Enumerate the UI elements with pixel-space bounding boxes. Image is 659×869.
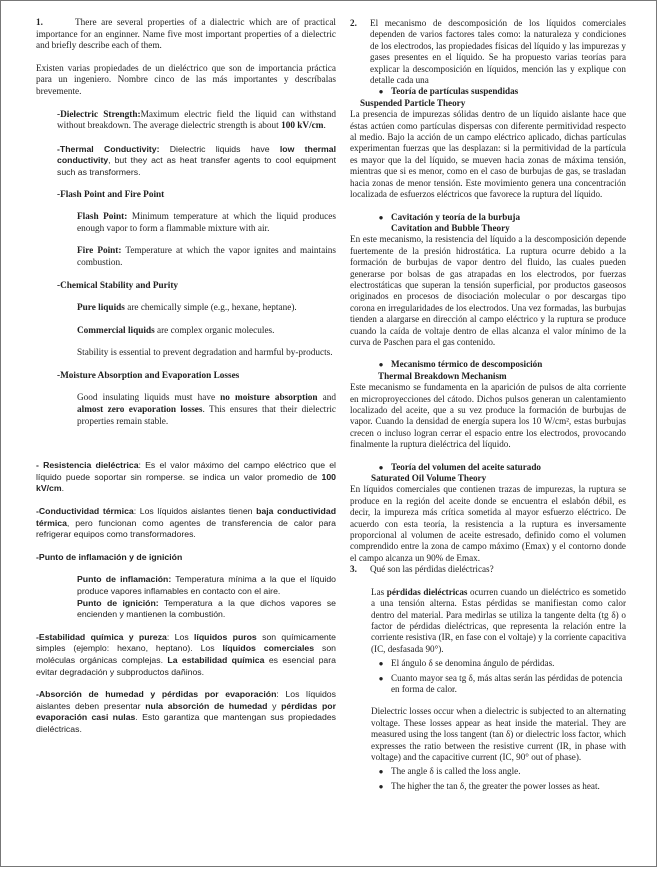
item-ignicion: [77, 598, 336, 621]
item-text: Temperatura a la que dichos vapores se encienden y mantienen la combustión.: [77, 597, 336, 620]
item-label: -Conductividad térmica: [36, 506, 134, 517]
item-label: -Thermal Conductivity:: [57, 143, 160, 154]
item-stability: Stability is essential to prevent degradation and harmful by-products.: [77, 348, 333, 359]
bullet-icon: ●: [378, 87, 384, 97]
item-thermal-conductivity: [57, 144, 336, 179]
section-title-es: Teoría de partículas suspendidas: [391, 86, 519, 97]
item-estabilidad: [36, 632, 336, 678]
bullet-icon: ●: [378, 767, 384, 777]
list-item-text: El ángulo δ se denomina ángulo de pérdidas.: [391, 658, 555, 669]
left-column: [36, 18, 336, 736]
item-text: Dielectric liquids have: [159, 143, 280, 154]
list-item-text: The angle δ is called the loss angle.: [391, 766, 521, 777]
answer-3-spanish: [371, 587, 626, 655]
bullet-icon: ●: [378, 781, 384, 791]
item-conductividad: [36, 506, 336, 541]
item-label: - Resistencia dieléctrica: [36, 460, 139, 471]
item-bold: baja conductividad térmica: [36, 506, 337, 528]
item-text: es esencial para evitar degradación y subproductos dañinos.: [36, 654, 336, 677]
item-fire-point: [77, 246, 336, 269]
item-text: and: [317, 393, 336, 404]
item-label: Punto de inflamación:: [77, 574, 172, 585]
section-title-es: Teoría del volumen del aceite saturado: [391, 461, 541, 472]
question-1: [36, 18, 336, 53]
question-1-text: There are several properties of a dialectric which are of practical importance for an enginner. Name five most important properties of a dielectric and briefly describe each of them.: [36, 18, 336, 52]
item-bold: nula absorción de humedad: [145, 700, 268, 711]
item-pure-liquids: [77, 303, 336, 315]
section-body: En este mecanismo, la resistencia del líquido a la descomposición depende fuertemente de la presión hidrostática. La ruptura ocurre debido a la formación de burbujas de vapor dentro del fluido, las cuales pueden generarse por bolsas de gas atrapadas en los electrodos, por fuerzas electrostáticas que superan la tensión superficial, por productos gaseosos originados en procesos de disociación molecular o por descargas tipo corona en irregularidades de los electrodos. Una vez formadas, las burbujas tienden a alargarse en dirección al campo eléctrico y la ruptura se produce cuando la caída de voltaje dentro de ellas alcanza el valor mínimo de la curva de Paschen para el gas contenido.: [350, 234, 626, 347]
section-title-es: Cavitación y teoría de la burbuja: [391, 211, 521, 222]
item-text: . Esto garantiza que mantengan sus propiedades dieléctricas.: [36, 712, 336, 734]
item-text: are chemically simple (e.g., hexane, heptane).: [124, 303, 297, 314]
question-2-number: 2.: [350, 18, 357, 28]
item-inflamacion: [77, 574, 336, 597]
item-value: 100 kV/cm: [281, 121, 324, 132]
list-item: [371, 658, 626, 669]
item-text: Maximum electric field the liquid can withstand without breakdown. The average dielectric strength is about: [57, 109, 336, 132]
heading-punto: -Punto de inflamación y de ignición: [36, 551, 183, 562]
section-title-row: [371, 462, 626, 473]
item-label: -Dielectric Strength:: [57, 109, 141, 120]
item-text: son moléculas orgánicas complejas.: [36, 643, 336, 665]
question-3: [350, 564, 626, 575]
answer-text: ocurren cuando un dieléctrico es sometido a una tensión alterna. Estas pérdidas se manifiestan como calor dentro del material. Para medirlas se utiliza la tangente delta (tg δ) o factor de pérdidas dieléctricas, que representa la relación entre la corriente resistiva (IR, en fase con el voltaje) y la corriente capacitiva (IC, desfasada 90°).: [371, 586, 626, 654]
item-value: 100 kV/cm: [36, 471, 336, 494]
item-text: : Es el valor máximo del campo eléctrico que el líquido puede soportar sin romperse. se indica un valor promedio de: [36, 460, 336, 482]
item-absorcion: [36, 689, 336, 735]
heading-chemical-stability: -Chemical Stability and Purity: [57, 280, 179, 291]
section-body: La presencia de impurezas sólidas dentro de un líquido aislante hace que éstas actúen como partículas dispersas con diferente permitividad respecto al medio. Bajo la acción de un campo eléctrico aplicado, dichas partículas experimentan fuerzas que las desplazan: si la permitividad de la partícula es mayor que la del líquido, se mueven hacia zonas de máxima tensión, mientras que si es menor, como en el caso de burbujas de gas, se trasladan hacia zonas de menor tensión. Este movimiento genera una concentración localizada de esfuerzos eléctricos que favorece la ruptura del líquido.: [350, 109, 626, 200]
item-commercial-liquids: [77, 326, 336, 338]
section-title-row: [371, 212, 626, 223]
section-cavitation-bubble: [350, 212, 626, 349]
item-text: .: [61, 483, 65, 494]
item-text: Temperature at which the vapor ignites and maintains combustion.: [77, 246, 336, 268]
item-label: -Absorción de humedad y pérdidas por evaporación: [36, 689, 277, 700]
item-text: y: [267, 700, 282, 711]
list-item: [371, 781, 626, 792]
item-bold: La estabilidad química: [167, 654, 265, 665]
item-resistencia: [36, 460, 336, 495]
section-thermal-breakdown: [350, 359, 626, 450]
item-label: Punto de ignición:: [77, 597, 159, 608]
item-bold: low thermal conductivity: [57, 143, 336, 166]
item-label: -Estabilidad química y pureza: [36, 631, 167, 642]
answer-3-english: Dielectric losses occur when a dielectric is subjected to an alternating voltage. These losses appear as heat inside the material. They are measured using the loss tangent (tan δ) or dielectric loss factor, which expresses the ratio between the resistive current (IR, in phase with voltage) and the capacitive current (IC, 90° out of phase).: [371, 706, 626, 762]
list-item-text: The higher the tan δ, the greater the power losses as heat.: [391, 780, 600, 791]
item-bold: líquidos comerciales: [222, 643, 315, 654]
section-saturated-oil: [350, 462, 626, 565]
item-text: . This ensures that their dielectric properties remain stable.: [77, 405, 336, 427]
bullet-icon: ●: [378, 673, 384, 683]
item-label: Flash Point:: [77, 212, 128, 223]
item-text: Temperatura mínima a la que el líquido produce vapores inflamables en contacto con el aire.: [77, 574, 337, 596]
section-title-es: Mecanismo térmico de descomposición: [391, 359, 543, 370]
item-text: .: [323, 121, 326, 132]
question-1-number: 1.: [36, 18, 43, 28]
item-text: , but they act as heat transfer agents to cool equipment such as transformers.: [57, 155, 336, 177]
item-text: : Los: [166, 631, 194, 642]
item-moisture: [77, 393, 336, 428]
heading-moisture: -Moisture Absorption and Evaporation Losses: [57, 370, 240, 381]
section-suspended-particle: [350, 86, 626, 200]
item-flash-point: [77, 212, 336, 235]
section-title-en: Suspended Particle Theory: [360, 97, 466, 108]
section-title-row: [371, 86, 626, 97]
item-text: Good insulating liquids must have: [77, 393, 221, 404]
answer-text: Las: [371, 586, 387, 597]
section-body: En líquidos comerciales que contienen trazas de impurezas, la ruptura se produce en la región del aceite donde se encuentra el eslabón débil, es decir, la impureza más crítica sometida al mayor esfuerzo eléctrico. De acuerdo con esta teoría, la resistencia a la ruptura es inversamente proporcional al volumen de aceite estresado, definido como el volumen comprendido entre la zona de campo máximo (Emax) y el contorno donde el campo alcanza un 90% de Emax.: [350, 484, 626, 563]
bullet-icon: ●: [378, 360, 384, 370]
item-dielectric-strength: [57, 110, 336, 133]
bullet-icon: ●: [378, 212, 384, 222]
item-label: Fire Point:: [77, 246, 122, 257]
item-bold: líquidos puros: [194, 631, 257, 642]
section-title-en: Cavitation and Bubble Theory: [391, 222, 510, 233]
list-item: [371, 766, 626, 777]
heading-flash-fire: -Flash Point and Fire Point: [57, 189, 165, 200]
item-text: Minimum temperature at which the liquid produces enough vapor to form a flammable mixture with air.: [77, 212, 336, 234]
question-2-text: El mecanismo de descomposición de los líquidos comerciales dependen de varios factores tales como: la naturaleza y condiciones de los electrodos, las propiedades físicas del líquido y las impurezas y gases presentes en el líquido. Se ha propuesto varias teorías para explicar la descomposición en líquidos, mención las y explique con detalle cada una: [370, 18, 626, 86]
right-column: [350, 18, 626, 792]
list-item: [371, 673, 626, 696]
item-text: : Los líquidos aislantes deben presentar: [36, 689, 336, 711]
question-3-text: Qué son las pérdidas dieléctricas?: [370, 564, 494, 575]
question-1-spanish: Existen varias propiedades de un dieléctrico que son de importancia práctica para un ingeniero. Nombre cinco de las más importantes y descríbalas brevemente.: [36, 63, 336, 97]
question-3-number: 3.: [350, 564, 357, 575]
list-item-text: Cuanto mayor sea tg δ, más altas serán las pérdidas de potencia en forma de calor.: [391, 672, 623, 694]
answer-bold: pérdidas dieléctricas: [386, 586, 468, 597]
item-text: : Los líquidos aislantes tienen: [133, 506, 257, 517]
section-title-row: [371, 359, 626, 370]
item-label: Pure liquids: [77, 303, 125, 314]
item-bold: pérdidas por evaporación casi nulas: [36, 700, 336, 723]
item-bold: almost zero evaporation losses: [77, 405, 203, 416]
bullet-icon: ●: [378, 659, 384, 669]
item-text: , pero funcionan como agentes de transferencia de calor para refrigerar equipos como transformadores.: [36, 517, 336, 540]
section-title-en: Saturated Oil Volume Theory: [371, 473, 487, 484]
question-2: [350, 18, 626, 86]
item-text: son químicamente simples (ejemplo: hexano, heptano). Los: [36, 631, 336, 654]
item-bold: no moisture absorption: [220, 393, 318, 404]
bullet-icon: ●: [378, 462, 384, 472]
section-body: Este mecanismo se fundamenta en la aparición de pulsos de alta corriente en microproyecciones del cátodo. Dichos pulsos generan un calentamiento localizado del aceite, que a su vez produce la formación de burbujas de vapor. Cuando la densidad de energía supera los 10 W/cm², estas burbujas crecen o incluso logran cerrar el espacio entre los electrodos, provocando finalmente la ruptura dieléctrica del líquido.: [350, 382, 626, 450]
item-text: are complex organic molecules.: [154, 325, 275, 336]
section-title-en: Thermal Breakdown Mechanism: [378, 370, 507, 381]
item-label: Commercial liquids: [77, 325, 155, 336]
